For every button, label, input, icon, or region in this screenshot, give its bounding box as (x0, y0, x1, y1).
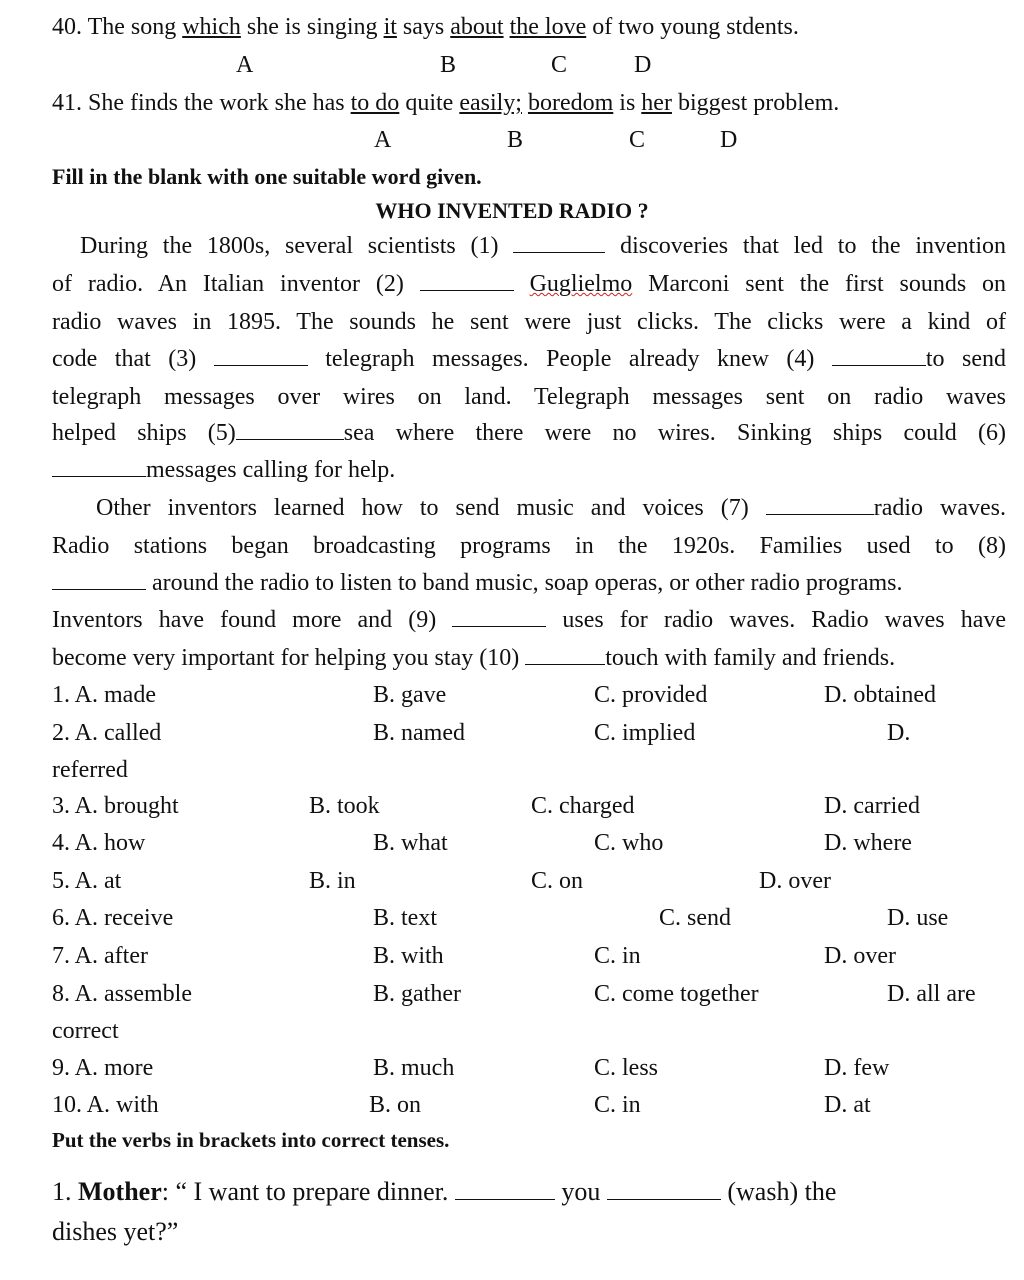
option-1c: C. provided (594, 682, 708, 708)
blank-5[interactable] (236, 419, 344, 440)
passage-line-8: Other inventors learned how to send music and voices (7) radio waves. (96, 495, 1007, 521)
option-6d: D. use (887, 905, 949, 931)
verb-question-1: 1. Mother: “ I want to prepare dinner. you (wash) the (52, 1177, 837, 1206)
option-4c: C. who (594, 830, 664, 856)
q40-label-b: B (440, 52, 457, 78)
q41-option-d: her (641, 90, 672, 116)
blank-8[interactable] (52, 569, 146, 590)
passage-line-12: become very important for helping you stay (10) touch with family and friends. (52, 645, 896, 671)
blank-10[interactable] (525, 644, 605, 665)
passage-line-1: During the 1800s, several scientists (1) discoveries that led to the invention (80, 233, 1007, 259)
option-6c: C. send (659, 905, 731, 931)
option-8c: C. come together (594, 981, 759, 1007)
option-2b: B. named (373, 720, 465, 746)
verb-blank-1[interactable] (455, 1179, 555, 1200)
blank-7[interactable] (766, 494, 874, 515)
passage-line-11: Inventors have found more and (9) uses for radio waves. Radio waves have (52, 607, 1007, 633)
option-8d: D. all are (887, 981, 976, 1007)
verb-question-1-cont: dishes yet?” (52, 1217, 179, 1246)
option-2d: D. (887, 720, 911, 746)
verb-blank-2[interactable] (607, 1179, 721, 1200)
q40-label-a: A (236, 52, 254, 78)
option-2c: C. implied (594, 720, 696, 746)
option-7c: C. in (594, 943, 641, 969)
option-9b: B. much (373, 1055, 455, 1081)
option-7b: B. with (373, 943, 444, 969)
section-heading-fill-blank: Fill in the blank with one suitable word given. (52, 164, 482, 189)
option-3b: B. took (309, 793, 380, 819)
option-10a: 10. A. with (52, 1092, 159, 1118)
passage-line-6: helped ships (5) sea where there were no wires. Sinking ships could (6) (52, 420, 1006, 446)
option-4b: B. what (373, 830, 448, 856)
blank-1[interactable] (513, 232, 605, 253)
option-3c: C. charged (531, 793, 635, 819)
q40-label-d: D (634, 52, 652, 78)
question-41: 41. She finds the work she has to do quite easily; boredom is her biggest problem. (52, 90, 840, 116)
passage-line-7: messages calling for help. (52, 455, 395, 485)
blank-2[interactable] (420, 270, 514, 291)
option-7a: 7. A. after (52, 943, 148, 969)
blank-4[interactable] (832, 345, 926, 366)
option-6a: 6. A. receive (52, 905, 174, 931)
option-9c: C. less (594, 1055, 659, 1081)
option-5c: C. on (531, 868, 584, 894)
section-heading-verb-tenses: Put the verbs in brackets into correct tenses. (52, 1128, 450, 1152)
option-5d: D. over (759, 868, 831, 894)
option-5a: 5. A. at (52, 868, 122, 894)
q41-label-c: C (629, 127, 646, 153)
option-4d: D. where (824, 830, 912, 856)
option-7d: D. over (824, 943, 896, 969)
q40-option-c: about (450, 14, 504, 40)
option-5b: B. in (309, 868, 356, 894)
option-9d: D. few (824, 1055, 890, 1081)
blank-9[interactable] (452, 606, 546, 627)
passage-title: WHO INVENTED RADIO ? (375, 198, 649, 223)
option-2a: 2. A. called (52, 720, 162, 746)
passage-line-5: telegraph messages over wires on land. Telegraph messages sent on radio waves (52, 384, 1006, 410)
q40-option-b: it (383, 14, 397, 40)
q40-option-a: which (182, 14, 241, 40)
option-4a: 4. A. how (52, 830, 146, 856)
blank-6[interactable] (52, 456, 146, 477)
option-6b: B. text (373, 905, 437, 931)
option-10c: C. in (594, 1092, 641, 1118)
option-1a: 1. A. made (52, 682, 156, 708)
passage-line-9: Radio stations began broadcasting programs in the 1920s. Families used to (8) (52, 533, 1006, 559)
option-1b: B. gave (373, 682, 447, 708)
option-8b: B. gather (373, 981, 461, 1007)
q40-option-d: the love (509, 14, 587, 40)
option-1d: D. obtained (824, 682, 936, 708)
passage-line-3: radio waves in 1895. The sounds he sent were just clicks. The clicks were a kind of (52, 309, 1006, 335)
q41-option-c: boredom (527, 90, 614, 116)
question-40: 40. The song which she is singing it says about the love of two young stdents. (52, 14, 799, 40)
option-10b: B. on (369, 1092, 422, 1118)
option-10d: D. at (824, 1092, 871, 1118)
q41-label-d: D (720, 127, 738, 153)
q41-option-b: easily; (459, 90, 522, 116)
q41-label-a: A (374, 127, 392, 153)
passage-line-2: of radio. An Italian inventor (2) Guglielmo Marconi sent the first sounds on (52, 271, 1007, 297)
option-8d-wrap: correct (52, 1018, 119, 1044)
option-9a: 9. A. more (52, 1055, 154, 1081)
option-8a: 8. A. assemble (52, 981, 192, 1007)
passage-line-10: around the radio to listen to band music, soap operas, or other radio programs. (52, 568, 902, 598)
q41-label-b: B (507, 127, 524, 153)
option-3a: 3. A. brought (52, 793, 179, 819)
option-3d: D. carried (824, 793, 920, 819)
blank-3[interactable] (214, 345, 308, 366)
q40-label-c: C (551, 52, 568, 78)
q41-option-a: to do (350, 90, 400, 116)
speaker-name: Mother (78, 1177, 162, 1206)
option-2d-wrap: referred (52, 757, 128, 783)
passage-line-4: code that (3) telegraph messages. People already knew (4) to send (52, 346, 1007, 372)
